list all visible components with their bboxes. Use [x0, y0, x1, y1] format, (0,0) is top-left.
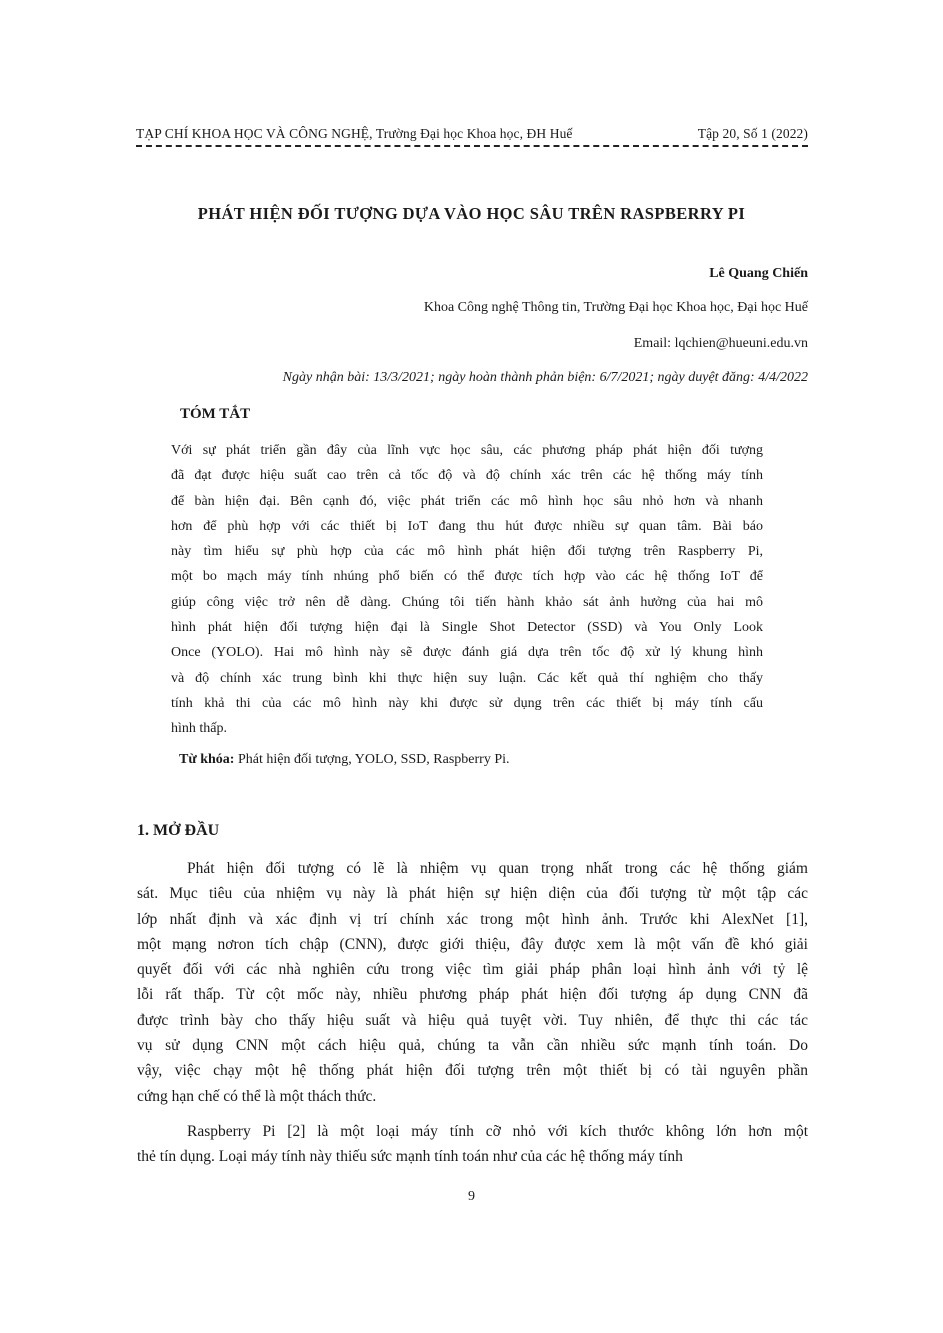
text-line: Raspberry Pi [2] là một loại máy tính cỡ nhỏ với kích thước không lớn hơn một [187, 1122, 808, 1140]
author: Lê Quang Chiến [709, 266, 808, 281]
header-divider [136, 145, 808, 147]
running-header [136, 126, 808, 142]
text-line: một bo mạch máy tính nhúng phổ biến có thể được tích hợp vào các hệ thống IoT để [171, 569, 763, 585]
keywords [179, 752, 510, 768]
text-line: quyết đối với các nhà nghiên cứu trong việc tìm giải pháp phân loại hình ảnh với tỷ lệ [137, 961, 808, 979]
text-line: và độ chính xác trung bình khi thực hiện suy luận. Các kết quả thí nghiệm cho thấy [171, 670, 763, 686]
abstract [171, 438, 763, 742]
section-heading: 1. MỞ ĐẦU [137, 822, 220, 839]
email[interactable]: Email: lqchien@hueuni.edu.vn [633, 336, 808, 351]
text-line: hơn để phù hợp với các thiết bị IoT đang thu hút được nhiều sự quan tâm. Bài báo [171, 518, 763, 534]
affiliation: Khoa Công nghệ Thông tin, Trường Đại học Khoa học, Đại học Huế [423, 300, 808, 315]
text-line: vụ sử dụng CNN một cách hiệu quả, chúng ta vẫn cần nhiều sức mạnh tính toán. Do [137, 1037, 808, 1055]
text-line: Phát hiện đối tượng có lẽ là nhiệm vụ quan trọng nhất trong các hệ thống giám [187, 860, 808, 877]
issue-info: Tập 20, Số 1 (2022) [697, 126, 808, 141]
text-line: sát. Mục tiêu của nhiệm vụ này là phát hiện sự hiện diện của đối tượng từ một tập các [137, 885, 808, 903]
text-line: Với sự phát triển gần đây của lĩnh vực học sâu, các phương pháp phát hiện đối tượng [171, 443, 763, 458]
text-line: thẻ tín dụng. Loại máy tính này thiếu sức mạnh tính toán như của các hệ thống máy tính [137, 1148, 683, 1166]
keywords-list: Phát hiện đối tượng, YOLO, SSD, Raspberry Pi. [234, 752, 510, 767]
text-line: giúp công việc trở nên dễ dàng. Chúng tôi tiến hành khảo sát ảnh hưởng của hai mô [171, 594, 763, 610]
text-line: tính khả thi của các mô hình này khi được sử dụng trên các thiết bị máy tính cấu [171, 695, 763, 711]
dates: Ngày nhận bài: 13/3/2021; ngày hoàn thành phản biện: 6/7/2021; ngày duyệt đăng: 4/4/2022 [282, 370, 808, 385]
text-line: đã đạt được hiệu suất cao trên cả tốc độ và độ chính xác trên các hệ thống máy tính [171, 468, 763, 484]
abstract-heading: TÓM TẮT [180, 406, 251, 422]
text-line: để bàn hiện đại. Bên cạnh đó, việc phát triển các mô hình học sâu nhỏ hơn và nhanh [171, 493, 763, 509]
text-line: Once (YOLO). Hai mô hình này sẽ được đánh giá dựa trên tốc độ xử lý khung hình [171, 645, 763, 661]
keywords-label: Từ khóa: [179, 752, 235, 767]
text-line: vậy, việc chạy một hệ thống phát hiện đối tượng trên một thiết bị có tài nguyên phần [137, 1062, 808, 1080]
text-line: hình thấp. [171, 721, 227, 737]
page-number: 9 [468, 1189, 475, 1204]
journal-name: TẠP CHÍ KHOA HỌC VÀ CÔNG NGHỆ, Trường Đại học Khoa học, ĐH Huế [136, 126, 573, 141]
text-line: được trình bày cho thấy hiệu suất và hiệu quả tuyệt vời. Tuy nhiên, để thực thi các tác [137, 1011, 808, 1029]
text-line: một mạng nơron tích chập (CNN), được giới thiệu, đây được xem là một vấn đề khó giải [137, 935, 808, 953]
text-line: cứng hạn chế có thể là một thách thức. [137, 1087, 377, 1105]
section-body [137, 856, 808, 1170]
paper-title: PHÁT HIỆN ĐỐI TƯỢNG DỰA VÀO HỌC SÂU TRÊN RASPBERRY PI [197, 204, 746, 223]
text-line: hình phát hiện đối tượng hiện đại là Single Shot Detector (SSD) và You Only Look [171, 620, 763, 636]
text-line: lỗi rất thấp. Từ cột mốc này, nhiều phương pháp phát hiện đối tượng áp dụng CNN đã [137, 986, 808, 1004]
text-line: này tìm hiểu sự phù hợp của các mô hình phát hiện đối tượng trên Raspberry Pi, [171, 544, 763, 560]
text-line: lớp nhất định và xác định vị trí chính xác trong một hình ảnh. Trước khi AlexNet [1], [137, 910, 808, 928]
